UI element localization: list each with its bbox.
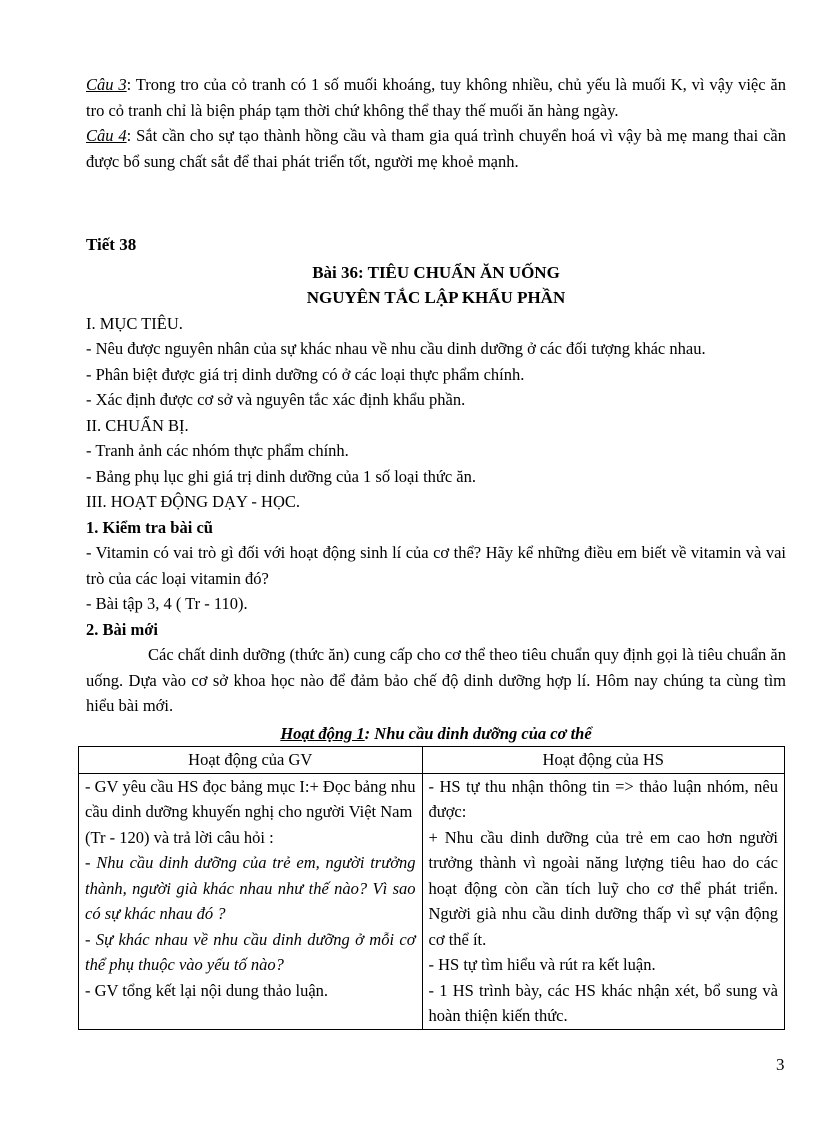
gv-item: (Tr - 120) và trả lời câu hỏi :: [85, 827, 274, 847]
activity1-caption: [86, 721, 786, 747]
lesson-period: Tiết 38: [86, 235, 137, 254]
review-item: - Vitamin có vai trò gì đối với hoạt động sinh lí của cơ thể? Hãy kể những điều em biết về vitamin và vai trò của các loại vitamin đó?: [86, 543, 786, 588]
hs-item: - HS tự thu nhận thông tin => thảo luận nhóm, nêu được:: [428, 776, 778, 821]
review-item: - Bài tập 3, 4 ( Tr - 110).: [86, 594, 248, 613]
lesson-title-2: NGUYÊN TẮC LẬP KHẨU PHẦN: [306, 288, 566, 307]
objective-item: - Nêu được nguyên nhân của sự khác nhau về nhu cầu dinh dưỡng ở các đối tượng khác nhau.: [86, 339, 706, 358]
new-lesson-intro: Các chất dinh dưỡng (thức ăn) cung cấp cho cơ thể theo tiêu chuẩn quy định gọi là tiêu chuẩn ăn uống. Dựa vào cơ sở khoa học nào để đảm bảo chế độ dinh dưỡng hợp lí. Hôm nay chúng ta cùng tìm hiểu bài mới.: [86, 645, 786, 715]
preparation-heading: II. CHUẨN BỊ.: [86, 415, 189, 435]
document-page: [86, 72, 786, 1030]
hs-item: - HS tự tìm hiểu và rút ra kết luận.: [428, 955, 656, 974]
answer-label: Câu 3: [86, 75, 127, 94]
hs-cell: [422, 773, 784, 1029]
col-hs-header: Hoạt động của HS: [422, 747, 784, 774]
activity1-label: Hoạt động 1: [280, 723, 365, 743]
gv-question: - Nhu cầu dinh dưỡng của trẻ em, người trưởng thành, người già khác nhau như thế nào? Vì sao có sự khác nhau đó ?: [85, 853, 416, 923]
answer-cau-3: [86, 72, 786, 123]
objective-item: - Phân biệt được giá trị dinh dưỡng có ở các loại thực phẩm chính.: [86, 364, 525, 384]
objective-item: - Xác định được cơ sở và nguyên tắc xác định khẩu phần.: [86, 390, 466, 409]
answer-cau-4: [86, 123, 786, 174]
hs-item: - 1 HS trình bày, các HS khác nhận xét, bổ sung và hoàn thiện kiến thức.: [428, 980, 778, 1025]
review-heading: 1. Kiểm tra bài cũ: [86, 517, 213, 537]
activity1-title: : Nhu cầu dinh dưỡng của cơ thể: [364, 723, 592, 743]
answer-text: : Trong tro của cỏ tranh có 1 số muối khoáng, tuy không nhiều, chủ yếu là muối K, vì vậy việc ăn tro cỏ tranh chỉ là biện pháp tạm thời chứ không thể thay thế muối ăn hàng ngày.: [86, 75, 787, 120]
preparation-item: - Tranh ảnh các nhóm thực phẩm chính.: [86, 441, 349, 460]
answer-text: : Sắt cần cho sự tạo thành hồng cầu và tham gia quá trình chuyển hoá vì vậy bà mẹ mang thai cần được bổ sung chất sắt để thai phát triển tốt, người mẹ khoẻ mạnh.: [86, 126, 786, 171]
activities-heading: III. HOẠT ĐỘNG DẠY - HỌC.: [86, 492, 301, 511]
col-gv-header: Hoạt động của GV: [79, 747, 423, 774]
objectives-heading: I. MỤC TIÊU.: [86, 313, 183, 333]
page-number: 3: [776, 1055, 785, 1074]
lesson-title-1: Bài 36: TIÊU CHUẨN ĂN UỐNG: [312, 262, 560, 282]
hs-item: + Nhu cầu dinh dưỡng của trẻ em cao hơn người trưởng thành vì ngoài năng lượng tiêu hao do các hoạt động còn cần tích luỹ cho cơ thể phát triển. Người già nhu cầu dinh dưỡng thấp vì sự vận động cơ thể ít.: [428, 827, 778, 949]
answer-label: Câu 4: [86, 126, 127, 145]
activity1-table: [78, 746, 785, 1030]
gv-item: - GV tổng kết lại nội dung thảo luận.: [85, 980, 329, 1000]
gv-cell: [79, 773, 423, 1029]
new-lesson-heading: 2. Bài mới: [86, 619, 158, 639]
gv-question: - Sự khác nhau về nhu cầu dinh dưỡng ở mỗi cơ thể phụ thuộc vào yếu tố nào?: [85, 929, 416, 974]
table-header-row: [79, 747, 785, 774]
gv-item: - GV yêu cầu HS đọc bảng mục I:+ Đọc bảng nhu cầu dinh dưỡng khuyến nghị cho người Việt Nam: [85, 776, 416, 821]
table-row: [79, 773, 785, 1029]
preparation-item: - Bảng phụ lục ghi giá trị dinh dưỡng của 1 số loại thức ăn.: [86, 466, 476, 486]
